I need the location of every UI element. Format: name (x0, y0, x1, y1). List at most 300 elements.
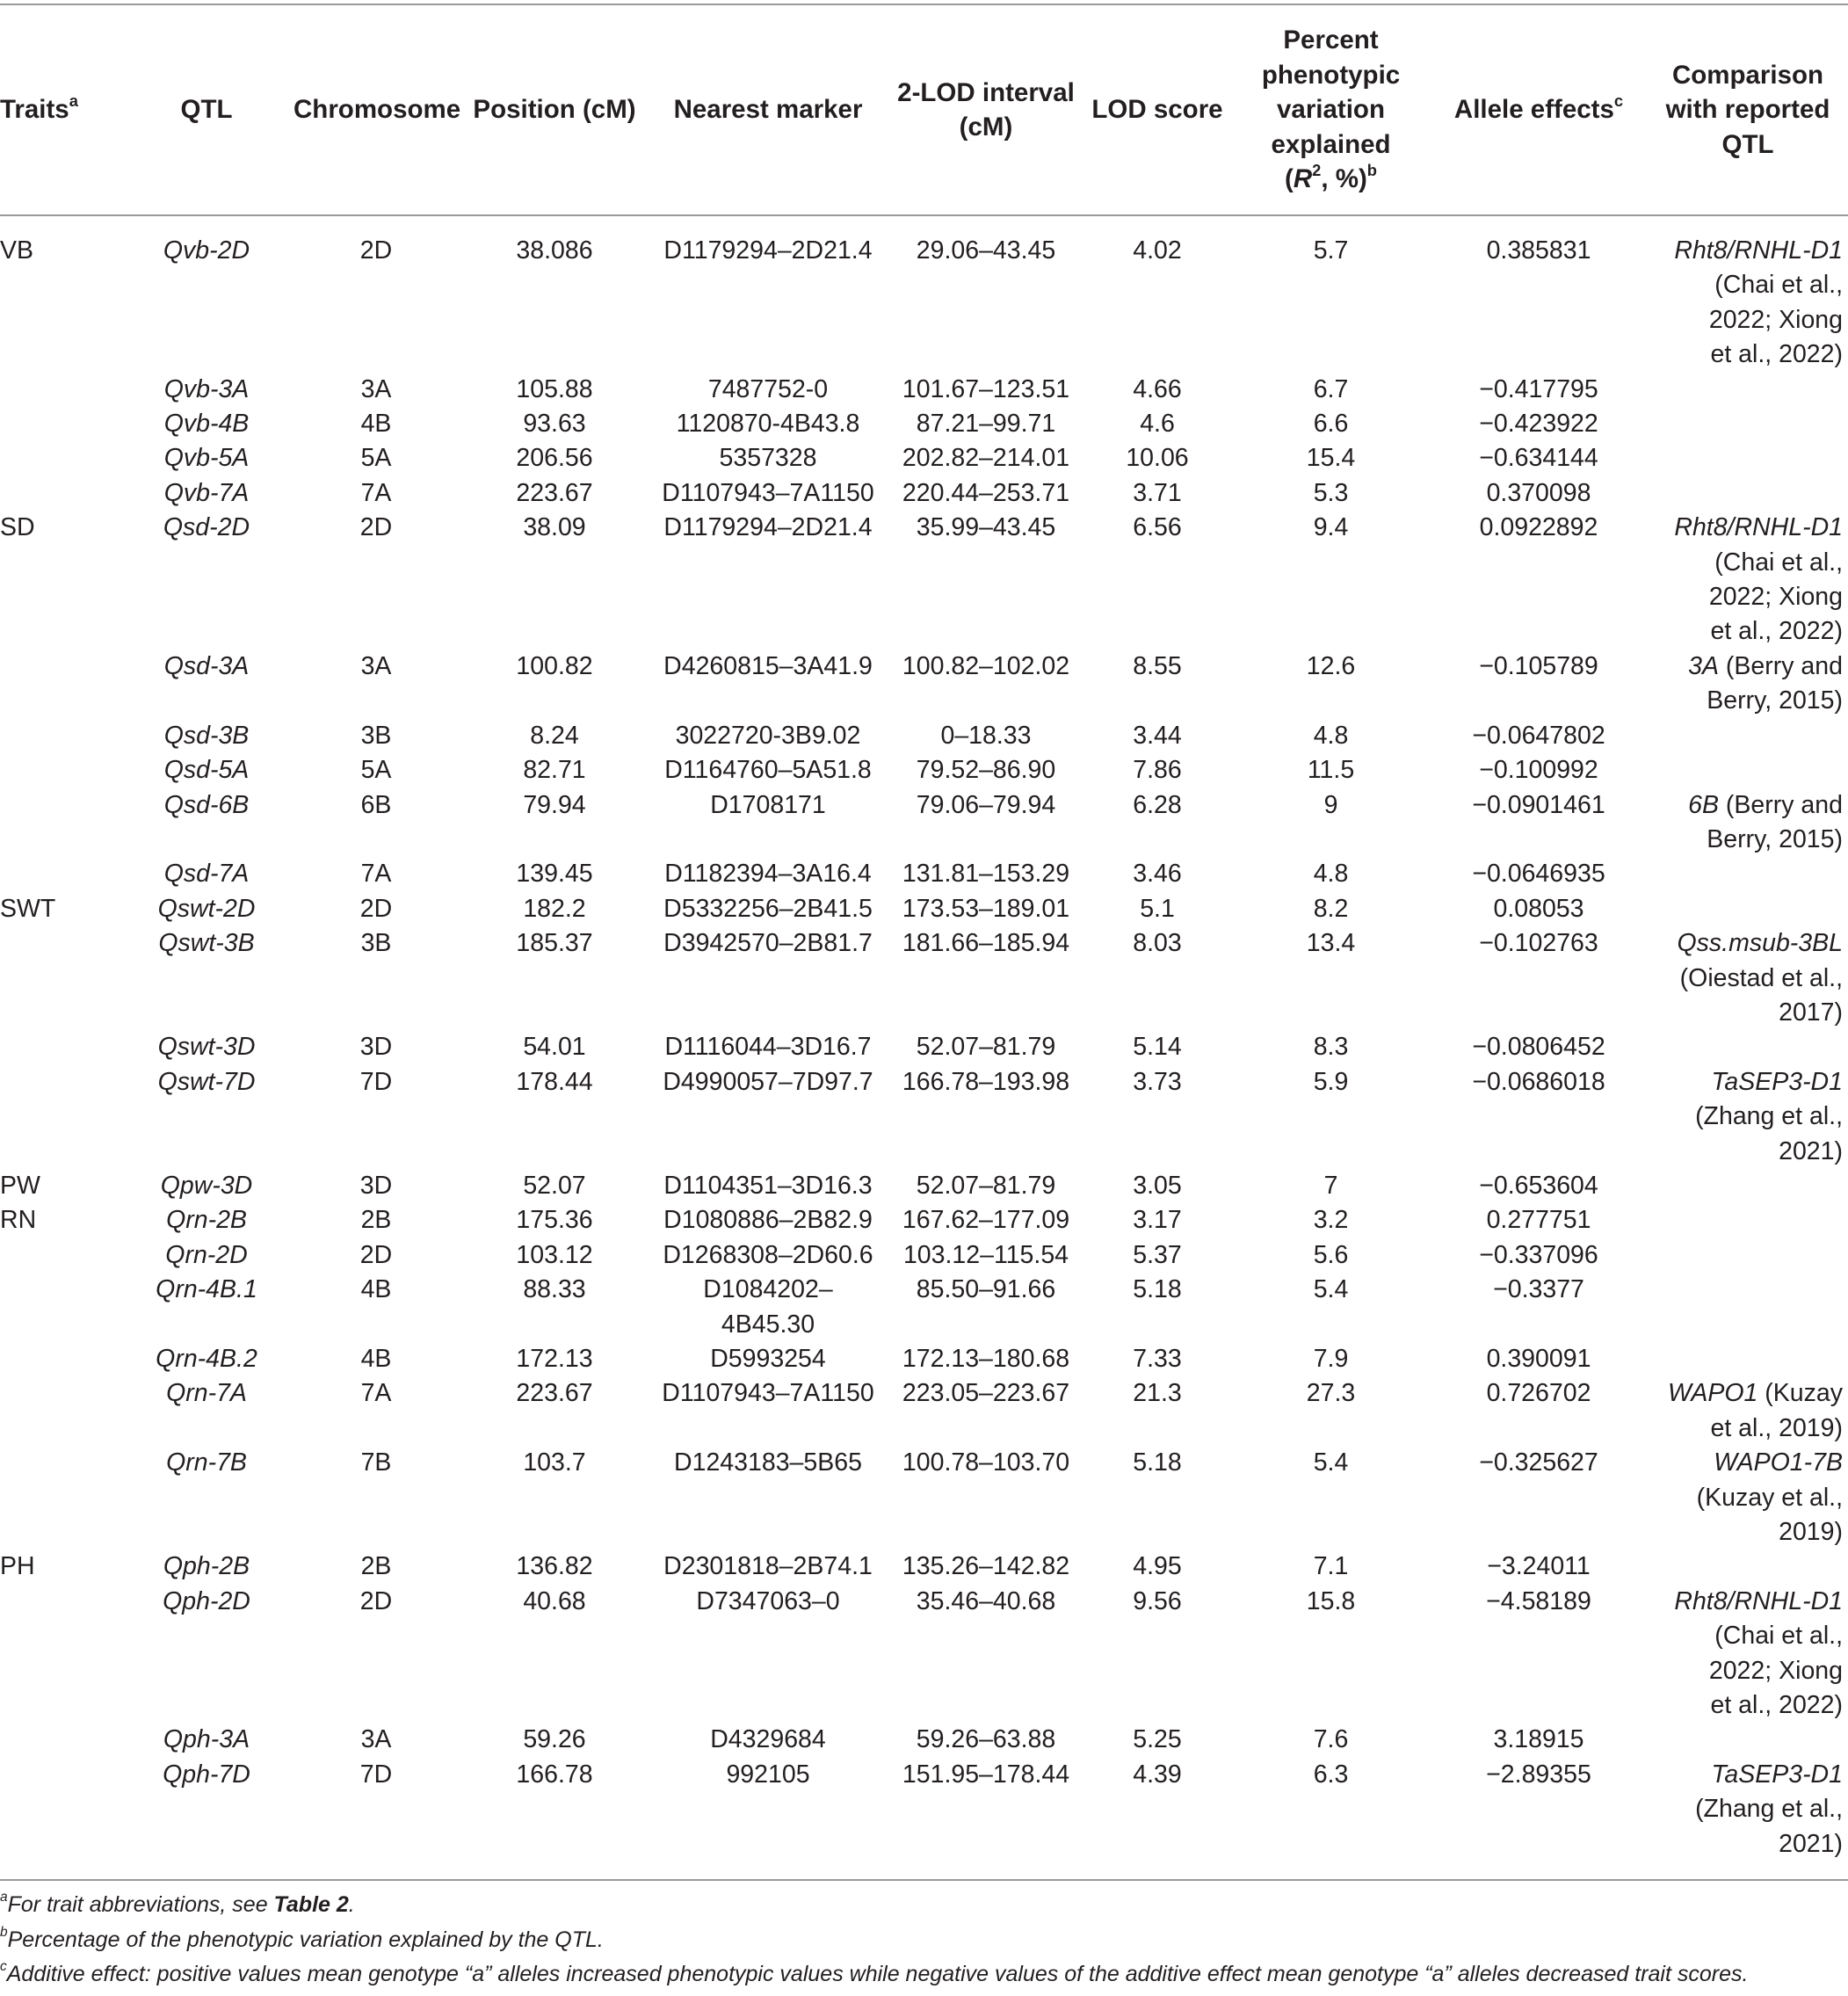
table-row (0, 857, 1848, 891)
comparison-cell (1648, 441, 1848, 475)
chromosome-cell: 2B (360, 1206, 392, 1235)
pve-cell: 9 (1323, 790, 1338, 819)
lod-cell: 4.66 (1133, 374, 1182, 403)
interval-cell: 220.44–253.71 (902, 478, 1070, 507)
header-qtl: QTL (180, 95, 233, 125)
effect-cell: −0.0806452 (1472, 1033, 1605, 1062)
comparison-cell (1648, 1550, 1848, 1584)
pve-cell: 6.6 (1313, 410, 1349, 439)
effect-cell: 0.08053 (1493, 894, 1584, 923)
header-traits: Traits$^a$ (0, 91, 78, 125)
qtl-cell: Qsd-3A (163, 651, 250, 680)
marker-cell: D1107943–7A1150 (662, 1379, 874, 1408)
pve-cell: 7.1 (1313, 1552, 1349, 1581)
position-cell: 59.26 (523, 1725, 586, 1754)
effect-cell: 0.390091 (1486, 1345, 1591, 1373)
comparison-cell (1648, 753, 1848, 788)
pve-cell: 5.6 (1313, 1240, 1349, 1269)
lod-cell: 4.39 (1133, 1760, 1182, 1789)
lod-cell: 9.56 (1133, 1586, 1182, 1615)
lod-cell: 3.05 (1133, 1171, 1182, 1200)
header-lod-interval: 2-LOD interval (cM) (897, 77, 1075, 142)
chromosome-cell: 3A (360, 1725, 392, 1754)
interval-cell: 79.52–86.90 (916, 756, 1056, 785)
marker-cell: D1107943–7A1150 (662, 478, 874, 507)
trait-cell (0, 926, 123, 1030)
chromosome-cell: 3D (359, 1171, 393, 1200)
interval-cell: 59.26–63.88 (916, 1725, 1056, 1754)
marker-cell: D1080886–2B82.9 (663, 1206, 873, 1235)
effect-cell: 0.726702 (1486, 1379, 1591, 1408)
table-row (0, 511, 1848, 650)
trait-cell (0, 373, 123, 407)
qtl-cell: Qrn-7B (166, 1448, 247, 1477)
qtl-cell: Qrn-4B.1 (156, 1275, 257, 1304)
lod-cell: 4.02 (1133, 236, 1182, 265)
position-cell: 52.07 (523, 1171, 586, 1200)
interval-cell: 35.46–40.68 (916, 1586, 1056, 1615)
header-pve: Percent phenotypic variation explained ($R^2$, %)$^b$ (1261, 25, 1401, 194)
interval-cell: 135.26–142.82 (902, 1552, 1070, 1581)
lod-cell: 5.14 (1133, 1033, 1182, 1062)
effect-cell: −0.0901461 (1472, 790, 1605, 819)
header-lod-score: LOD score (1091, 95, 1223, 125)
position-cell: 166.78 (516, 1760, 593, 1789)
table-row (0, 892, 1848, 926)
pve-cell: 8.2 (1313, 894, 1349, 923)
marker-cell: D2301818–2B74.1 (663, 1552, 873, 1581)
marker-cell: D1179294–2D21.4 (663, 236, 873, 265)
position-cell: 40.68 (523, 1586, 586, 1615)
trait-cell: RN (0, 1206, 37, 1235)
lod-cell: 3.71 (1133, 478, 1182, 507)
chromosome-cell: 3B (360, 721, 392, 750)
chromosome-cell: 3D (359, 1033, 393, 1062)
effect-cell: −0.0647802 (1472, 721, 1605, 750)
table-row (0, 753, 1848, 788)
lod-cell: 3.73 (1133, 1067, 1182, 1096)
interval-cell: 29.06–43.45 (916, 236, 1056, 265)
table-row (0, 1238, 1848, 1273)
lod-cell: 7.33 (1133, 1345, 1182, 1373)
comparison-cell: Rht8/RNHL-D1 (Chai et al., 2022; Xiong et al., 2022) (1674, 513, 1843, 646)
table-row (0, 1030, 1848, 1064)
pve-cell: 5.7 (1313, 236, 1349, 265)
position-cell: 82.71 (523, 756, 586, 785)
comparison-cell (1648, 373, 1848, 407)
chromosome-cell: 2B (360, 1552, 392, 1581)
interval-cell: 101.67–123.51 (902, 374, 1070, 403)
trait-cell (0, 1723, 123, 1757)
position-cell: 103.12 (516, 1240, 593, 1269)
pve-cell: 9.4 (1313, 513, 1349, 542)
pve-cell: 5.4 (1313, 1448, 1349, 1477)
effect-cell: −0.105789 (1479, 651, 1598, 680)
pve-cell: 15.8 (1306, 1586, 1356, 1615)
chromosome-cell: 7D (359, 1760, 393, 1789)
table-row (0, 1550, 1848, 1584)
effect-cell: 0.385831 (1486, 236, 1591, 265)
interval-cell: 167.62–177.09 (902, 1206, 1070, 1235)
comparison-cell: 6B (Berry and Berry, 2015) (1688, 790, 1843, 853)
comparison-cell (1648, 1342, 1848, 1376)
chromosome-cell: 3A (360, 374, 392, 403)
footnotes (0, 1888, 1848, 1992)
table-row (0, 441, 1848, 475)
qtl-table (0, 4, 1848, 1881)
comparison-cell (1648, 1273, 1848, 1342)
qtl-cell: Qph-2D (163, 1586, 250, 1615)
comparison-cell (1648, 1203, 1848, 1238)
comparison-cell: Qss.msub-3BL (Oiestad et al., 2017) (1677, 929, 1843, 1027)
chromosome-cell: 4B (360, 1345, 392, 1373)
comparison-cell: TaSEP3-D1 (Zhang et al., 2021) (1695, 1760, 1843, 1858)
interval-cell: 52.07–81.79 (916, 1171, 1056, 1200)
chromosome-cell: 2D (359, 1240, 393, 1269)
comparison-cell: Rht8/RNHL-D1 (Chai et al., 2022; Xiong et al., 2022) (1674, 236, 1843, 369)
lod-cell: 5.18 (1133, 1275, 1182, 1304)
position-cell: 182.2 (523, 894, 586, 923)
effect-cell: −0.417795 (1479, 374, 1598, 403)
header-allele-effects: Allele effects$^c$ (1453, 91, 1624, 125)
trait-cell (0, 753, 123, 788)
trait-cell: SD (0, 513, 35, 542)
trait-cell (0, 1065, 123, 1169)
qtl-cell: Qvb-3A (163, 374, 250, 403)
table-body (0, 215, 1848, 1880)
interval-cell: 87.21–99.71 (916, 410, 1056, 439)
chromosome-cell: 7A (360, 860, 392, 889)
trait-cell (0, 650, 123, 719)
table-row (0, 788, 1848, 858)
chromosome-cell: 7B (360, 1448, 392, 1477)
effect-cell: −0.634144 (1479, 444, 1598, 473)
position-cell: 185.37 (516, 929, 593, 958)
position-cell: 206.56 (516, 444, 593, 473)
trait-cell (0, 1376, 123, 1446)
pve-cell: 11.5 (1307, 756, 1355, 785)
table-row (0, 926, 1848, 1030)
table-row (0, 650, 1848, 719)
chromosome-cell: 3B (360, 929, 392, 958)
interval-cell: 202.82–214.01 (902, 444, 1070, 473)
table-row (0, 1342, 1848, 1376)
comparison-cell (1648, 1030, 1848, 1064)
interval-cell: 100.82–102.02 (902, 651, 1070, 680)
comparison-cell: Rht8/RNHL-D1 (Chai et al., 2022; Xiong et al., 2022) (1674, 1586, 1843, 1720)
qtl-cell: Qpw-3D (160, 1171, 253, 1200)
lod-cell: 6.56 (1133, 513, 1182, 542)
marker-cell: D4260815–3A41.9 (663, 651, 873, 680)
position-cell: 54.01 (523, 1033, 586, 1062)
table-row (0, 719, 1848, 753)
pve-cell: 12.6 (1306, 651, 1356, 680)
qtl-cell: Qsd-5A (163, 756, 250, 785)
marker-cell: 1120870-4B43.8 (676, 410, 860, 439)
lod-cell: 4.6 (1140, 410, 1175, 439)
interval-cell: 85.50–91.66 (916, 1275, 1056, 1304)
effect-cell: −0.0686018 (1472, 1067, 1605, 1096)
interval-cell: 79.06–79.94 (916, 790, 1056, 819)
pve-cell: 5.4 (1313, 1275, 1349, 1304)
interval-cell: 172.13–180.68 (902, 1345, 1070, 1373)
pve-cell: 3.2 (1313, 1206, 1349, 1235)
chromosome-cell: 6B (360, 790, 392, 819)
chromosome-cell: 2D (359, 1586, 393, 1615)
pve-cell: 5.3 (1313, 478, 1349, 507)
trait-cell (0, 407, 123, 441)
trait-cell (0, 788, 123, 858)
effect-cell: −0.100992 (1479, 756, 1598, 785)
table-row (0, 1758, 1848, 1880)
pve-cell: 8.3 (1313, 1033, 1349, 1062)
qtl-cell: Qvb-4B (163, 410, 250, 439)
chromosome-cell: 7D (359, 1067, 393, 1096)
effect-cell: 0.277751 (1486, 1206, 1591, 1235)
footnote-c: $^c$Additive effect: positive values mean genotype “a” alleles increased phenotypic values while negative values of the additive effect mean genotype “a” alleles decreased trait scores. (0, 1959, 1749, 1986)
trait-cell: PW (0, 1171, 40, 1200)
lod-cell: 5.37 (1133, 1240, 1182, 1269)
header-row (0, 4, 1848, 215)
lod-cell: 5.18 (1133, 1448, 1182, 1477)
lod-cell: 4.95 (1133, 1552, 1182, 1581)
table-row (0, 1065, 1848, 1169)
trait-cell (0, 1758, 123, 1880)
lod-cell: 3.44 (1133, 721, 1182, 750)
position-cell: 175.36 (516, 1206, 593, 1235)
trait-cell (0, 1273, 123, 1342)
marker-cell: D7347063–0 (696, 1586, 840, 1615)
position-cell: 93.63 (523, 410, 586, 439)
comparison-cell: WAPO1-7B (Kuzay et al., 2019) (1696, 1448, 1843, 1547)
lod-cell: 8.55 (1133, 651, 1182, 680)
marker-cell: D1084202– 4B45.30 (703, 1275, 833, 1339)
lod-cell: 21.3 (1133, 1379, 1182, 1408)
interval-cell: 151.95–178.44 (902, 1760, 1070, 1789)
comparison-cell (1648, 892, 1848, 926)
qtl-cell: Qsd-6B (163, 790, 250, 819)
chromosome-cell: 7A (360, 1379, 392, 1408)
marker-cell: D5993254 (710, 1345, 826, 1373)
table-row (0, 373, 1848, 407)
interval-cell: 0–18.33 (940, 721, 1032, 750)
position-cell: 38.09 (523, 513, 586, 542)
effect-cell: −0.337096 (1479, 1240, 1598, 1269)
trait-cell (0, 857, 123, 891)
effect-cell: −0.102763 (1479, 929, 1598, 958)
table-row (0, 407, 1848, 441)
table-row (0, 215, 1848, 373)
position-cell: 103.7 (523, 1448, 586, 1477)
pve-cell: 7 (1323, 1171, 1338, 1200)
effect-cell: 0.0922892 (1479, 513, 1598, 542)
pve-cell: 4.8 (1313, 721, 1349, 750)
qtl-cell: Qrn-7A (166, 1379, 247, 1408)
table-row (0, 1446, 1848, 1550)
position-cell: 79.94 (523, 790, 586, 819)
qtl-cell: Qvb-7A (163, 478, 250, 507)
table-row (0, 1376, 1848, 1446)
comparison-cell (1648, 857, 1848, 891)
interval-cell: 52.07–81.79 (916, 1033, 1056, 1062)
pve-cell: 7.9 (1313, 1345, 1349, 1373)
trait-cell: PH (0, 1552, 35, 1581)
effect-cell: 0.370098 (1486, 478, 1591, 507)
lod-cell: 5.1 (1140, 894, 1175, 923)
interval-cell: 173.53–189.01 (902, 894, 1070, 923)
qtl-cell: Qph-3A (163, 1725, 250, 1754)
chromosome-cell: 7A (360, 478, 392, 507)
interval-cell: 35.99–43.45 (916, 513, 1056, 542)
trait-cell (0, 1030, 123, 1064)
header-comparison: Comparison with reported QTL (1665, 60, 1830, 159)
effect-cell: −0.3377 (1493, 1275, 1584, 1304)
lod-cell: 3.46 (1133, 860, 1182, 889)
comparison-cell (1648, 1723, 1848, 1757)
qtl-cell: Qrn-4B.2 (156, 1345, 257, 1373)
pve-cell: 6.7 (1313, 374, 1349, 403)
chromosome-cell: 5A (360, 756, 392, 785)
lod-cell: 3.17 (1133, 1206, 1182, 1235)
comparison-cell: TaSEP3-D1 (Zhang et al., 2021) (1695, 1067, 1843, 1165)
position-cell: 88.33 (523, 1275, 586, 1304)
comparison-cell (1648, 407, 1848, 441)
effect-cell: −4.58189 (1486, 1586, 1591, 1615)
interval-cell: 103.12–115.54 (902, 1240, 1069, 1269)
marker-cell: D1104351–3D16.3 (663, 1171, 873, 1200)
chromosome-cell: 4B (360, 410, 392, 439)
marker-cell: 992105 (726, 1760, 810, 1789)
pve-cell: 4.8 (1313, 860, 1349, 889)
table-row (0, 1203, 1848, 1238)
comparison-cell (1648, 1238, 1848, 1273)
pve-cell: 13.4 (1306, 929, 1356, 958)
trait-cell (0, 1238, 123, 1273)
lod-cell: 5.25 (1133, 1725, 1182, 1754)
trait-cell (0, 441, 123, 475)
marker-cell: D1182394–3A16.4 (664, 860, 872, 889)
lod-cell: 6.28 (1133, 790, 1182, 819)
pve-cell: 7.6 (1313, 1725, 1349, 1754)
interval-cell: 166.78–193.98 (902, 1067, 1070, 1096)
header-position: Position (cM) (473, 95, 636, 125)
comparison-cell: WAPO1 (Kuzay et al., 2019) (1667, 1379, 1843, 1442)
comparison-cell: 3A (Berry and Berry, 2015) (1688, 651, 1843, 715)
position-cell: 223.67 (516, 1379, 593, 1408)
footnote-b: $^b$Percentage of the phenotypic variation explained by the QTL. (0, 1924, 604, 1952)
marker-cell: 5357328 (719, 444, 817, 473)
trait-cell (0, 719, 123, 753)
position-cell: 105.88 (516, 374, 593, 403)
pve-cell: 15.4 (1306, 444, 1356, 473)
trait-cell: VB (0, 236, 34, 265)
position-cell: 178.44 (516, 1067, 593, 1096)
marker-cell: D4990057–7D97.7 (663, 1067, 873, 1096)
qtl-cell: Qswt-3B (158, 929, 255, 958)
chromosome-cell: 5A (360, 444, 392, 473)
comparison-cell (1648, 719, 1848, 753)
marker-cell: D3942570–2B81.7 (663, 929, 873, 958)
qtl-cell: Qswt-7D (157, 1067, 256, 1096)
trait-cell (0, 1342, 123, 1376)
table-header (0, 4, 1848, 215)
qtl-cell: Qph-7D (163, 1760, 250, 1789)
table-row (0, 476, 1848, 511)
qtl-cell: Qsd-7A (163, 860, 250, 889)
qtl-cell: Qsd-3B (163, 721, 250, 750)
table-row (0, 1169, 1848, 1203)
qtl-cell: Qswt-3D (157, 1033, 256, 1062)
pve-cell: 6.3 (1313, 1760, 1349, 1789)
position-cell: 38.086 (516, 236, 593, 265)
effect-cell: 3.18915 (1493, 1725, 1584, 1754)
interval-cell: 131.81–153.29 (902, 860, 1070, 889)
header-chromosome: Chromosome (294, 95, 461, 125)
trait-cell (0, 476, 123, 511)
footnote-a: $^a$For trait abbreviations, see Table 2. (0, 1890, 355, 1917)
qtl-cell: Qvb-2D (163, 236, 250, 265)
comparison-cell (1648, 476, 1848, 511)
marker-cell: 7487752-0 (707, 374, 829, 403)
chromosome-cell: 2D (359, 894, 393, 923)
marker-cell: D1243183–5B65 (674, 1448, 862, 1477)
position-cell: 223.67 (516, 478, 593, 507)
comparison-cell (1648, 1169, 1848, 1203)
effect-cell: −0.423922 (1479, 410, 1598, 439)
interval-cell: 100.78–103.70 (902, 1448, 1070, 1477)
interval-cell: 223.05–223.67 (902, 1379, 1070, 1408)
pve-cell: 27.3 (1306, 1379, 1356, 1408)
qtl-cell: Qrn-2D (165, 1240, 248, 1269)
marker-cell: D1268308–2D60.6 (663, 1240, 873, 1269)
qtl-cell: Qswt-2D (157, 894, 256, 923)
qtl-cell: Qsd-2D (163, 513, 250, 542)
position-cell: 139.45 (516, 860, 593, 889)
qtl-cell: Qvb-5A (163, 444, 250, 473)
position-cell: 8.24 (530, 721, 579, 750)
qtl-cell: Qph-2B (163, 1552, 250, 1581)
header-nearest-marker: Nearest marker (673, 95, 863, 125)
marker-cell: D1116044–3D16.7 (664, 1033, 872, 1062)
table-row (0, 1585, 1848, 1724)
lod-cell: 10.06 (1126, 444, 1189, 473)
trait-cell: SWT (0, 894, 56, 923)
effect-cell: −2.89355 (1486, 1760, 1591, 1789)
lod-cell: 7.86 (1133, 756, 1182, 785)
effect-cell: −0.653604 (1479, 1171, 1598, 1200)
position-cell: 136.82 (516, 1552, 593, 1581)
chromosome-cell: 2D (359, 513, 393, 542)
trait-cell (0, 1585, 123, 1724)
marker-cell: D1708171 (710, 790, 826, 819)
marker-cell: D5332256–2B41.5 (663, 894, 873, 923)
trait-cell (0, 1446, 123, 1550)
table-row (0, 1723, 1848, 1757)
effect-cell: −0.0646935 (1472, 860, 1605, 889)
marker-cell: D1179294–2D21.4 (663, 513, 873, 542)
position-cell: 172.13 (516, 1345, 593, 1373)
chromosome-cell: 2D (359, 236, 393, 265)
chromosome-cell: 4B (360, 1275, 392, 1304)
lod-cell: 8.03 (1133, 929, 1182, 958)
effect-cell: −3.24011 (1487, 1552, 1591, 1581)
chromosome-cell: 3A (360, 651, 392, 680)
interval-cell: 181.66–185.94 (902, 929, 1070, 958)
marker-cell: D4329684 (710, 1725, 826, 1754)
marker-cell: 3022720-3B9.02 (675, 721, 861, 750)
table-row (0, 1273, 1848, 1342)
qtl-cell: Qrn-2B (166, 1206, 247, 1235)
